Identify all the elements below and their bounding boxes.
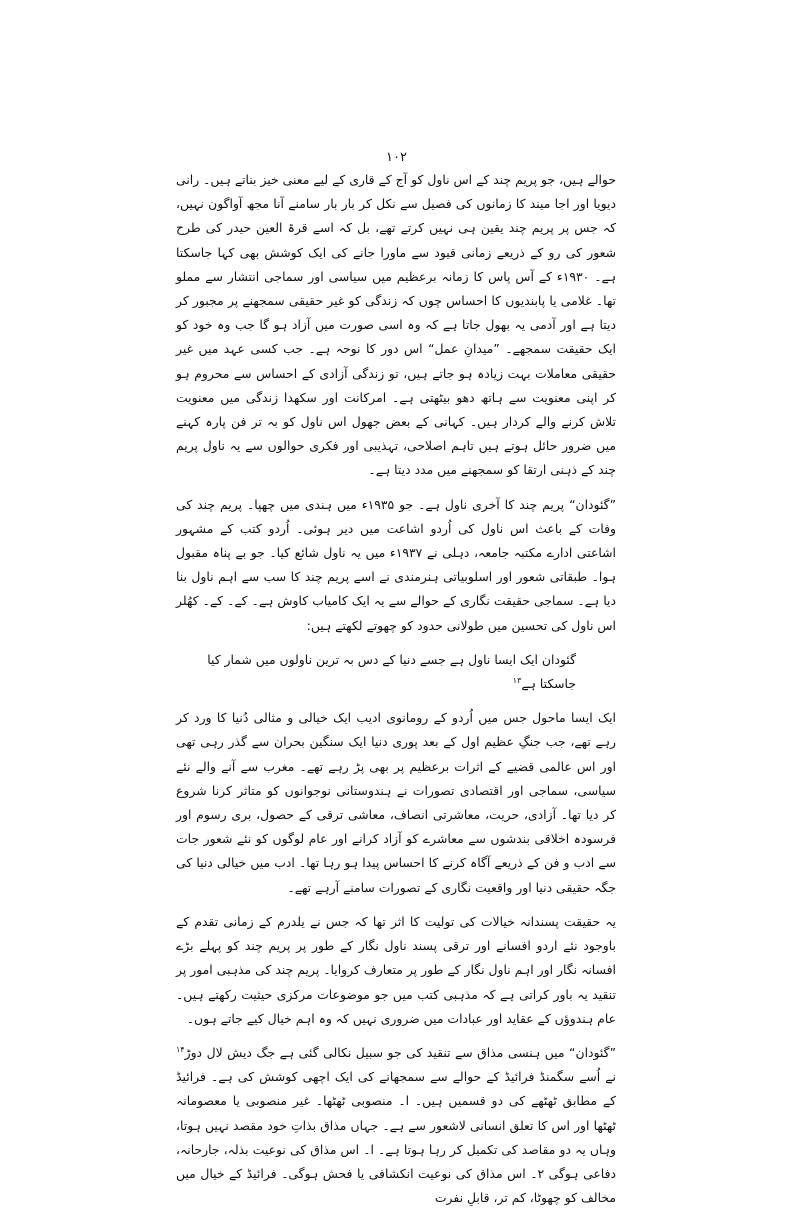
paragraph-5-part-2: نے اُسے سگمنڈ فرائیڈ کے حوالے سے سمجھانے کی ایک اچھی کوشش کی ہے۔ فرائیڈ کے مطابق ٹھٹھے کی دو قسمیں ہیں۔ ا۔ منصوبی ٹھٹھا۔ غیر منصوبی یا معصومانہ ٹھٹھا اور اس کا تعلق انسانی لاشعور سے ہے۔ جہاں مذاق بذاتِ خود مقصد نہیں ہوتا، وہاں یہ دو مقاصد کی تکمیل کر رہا ہوتا ہے۔ ا۔ اس مذاق کی نوعیت بذلہ، جارحانہ، دفاعی ہوگی ۲۔ اس مذاق کی نوعیت انکشافی یا فحش ہوگی۔ فرائیڈ کے خیال میں مخالف کو چھوٹا، کم تر، قابلِ نفرت <box>176 1069 617 1206</box>
paragraph-2: ”گئودان“ پریم چند کا آخری ناول ہے۔ جو ۱۹۳۵ء میں ہندی میں چھپا۔ پریم چند کی وفات کے باعث اس ناول کی اُردو اشاعت میں دیر ہوئی۔ اُردو کتب کے مشہور اشاعتی ادارے مکتبہ جامعہ، دہلی نے ۱۹۳۷ء میں یہ ناول شائع کیا۔ جو بے پناہ مقبول ہوا۔ طبقاتی شعور اور اسلوبیاتی ہنرمندی نے اسے پریم چند کا سب سے اہم ناول بنا دیا ہے۔ سماجی حقیقت نگاری کے حوالے سے یہ ایک کامیاب کاوش ہے۔ کے۔ کے۔ کھُلر اس ناول کی تحسین میں طولانی حدود کو چھوتے لکھتے ہیں: <box>176 496 617 633</box>
paragraph-5-part-1: ”گئودان“ میں ہنسی مذاق سے تنقید کی جو سبیل نکالی گئی ہے جگ دیش لال دوڑ <box>184 1044 616 1060</box>
page-body <box>176 168 616 1220</box>
footnote-marker: ۱۴ <box>176 1044 185 1054</box>
quote-text: گئودان ایک ایسا ناول ہے جسے دنیا کے دس بہ ترین ناولوں میں شمار کیا جاسکتا ہے <box>207 651 576 692</box>
paragraph-4: یہ حقیقت پسندانہ خیالات کی تولیت کا اثر تھا کہ جس نے یلدرم کے زمانی تقدم کے باوجود نئے اردو افسانے اور ترقی پسند ناول نگار کے طور پر پریم چند کو پہلے بڑے افسانہ نگار اور اہم ناول نگار کے طور پر متعارف کروایا۔ پریم چند کی مذہبی امور پر تنقید یہ باور کراتی ہے کہ مذہبی کتب میں جو موضوعات مرکزی حیثیت رکھتے ہیں۔ عام ہندوؤں کے عقاید اور عبادات میں ضروری نہیں کہ وہ اہم خیال کیے جاتے ہوں۔ <box>176 913 616 1026</box>
block-quote <box>176 648 616 696</box>
footnote-marker: ۱۳ <box>512 675 522 685</box>
paragraph-1: حوالے ہیں، جو پریم چند کے اس ناول کو آج کے قاری کے لیے معنی خیز بناتے ہیں۔ رانی دیویا اور اجا میند کا زمانوں کی فصیل سے نکل کر بار بار سامنے آنا مجھ آواگون نہیں، کہ جس پر پریم چند یقین ہی نہیں کرتے تھے، بل کہ اسے قرۃ العین حیدر کی طرح شعور کی رو کے ذریعے زمانی قیود سے ماورا جانے کی ایک کوشش بھی کہا جاسکتا ہے۔ ۱۹۳۰ء کے آس پاس کا زمانہ برعظیم میں سیاسی اور سماجی انتشار سے مملو تھا۔ غلامی یا پابندیوں کا احساس چوں کہ زندگی کو غیر حقیقی سمجھنے پر مجبور کر دیتا ہے اور آدمی یہ بھول جاتا ہے کہ وہ اسی صورت میں آزاد ہو گا جب وہ خود کو ایک حقیقت سمجھے۔ ”میدانِ عمل“ اس دور کا نوحہ ہے۔ جب کسی عہد میں غیر حقیقی معاملات بہت زیادہ ہو جاتے ہیں، تو زندگی آزادی کے احساس سے محروم ہو کر اپنی معنویت سے ہاتھ دھو بیٹھتی ہے۔ امرکانت اور سکھدا زندگی میں معنویت تلاش کرنے والے کردار ہیں۔ کہانی کے بعض جھول اس ناول کو بہ تر فن پارہ کہنے میں ضرور حائل ہوتے ہیں تاہم اصلاحی، تہذیبی اور فکری حوالوں سے یہ ناول پریم چند کے ذہنی ارتقا کو سمجھنے میں مدد دیتا ہے۔ <box>176 172 616 478</box>
page-number: ١٠٢ <box>386 150 407 165</box>
paragraph-3: ایک ایسا ماحول جس میں اُردو کے رومانوی ادیب ایک خیالی و مثالی دُنیا کا ورد کر رہے تھے، جب جنگِ عظیم اول کے بعد پوری دنیا ایک سنگین بحران سے گذر رہی تھی اور اس عالمی قضیے کے اثرات برعظیم پر بھی پڑ رہے تھے۔ مغرب سے آنے والے نئے سیاسی، سماجی اور اقتصادی تصورات نے ہندوستانی نوجوانوں کو متاثر کرنا شروع کر دیا تھا۔ آزادی، حریت، معاشرتی انصاف، معاشی ترقی کے حصول، بری رسوم اور فرسودہ اخلاقی بندشوں سے معاشرے کو آزاد کرانے اور عام لوگوں کو نئے شعور جات سے ادب و فن کے ذریعے آگاہ کرنے کا احساس پیدا ہو رہا تھا۔ ادب میں خیالی دنیا کی جگہ حقیقی دنیا اور واقعیت نگاری کے تصورات سامنے آرہے تھے۔ <box>176 710 616 895</box>
paragraph-5 <box>176 1041 616 1210</box>
